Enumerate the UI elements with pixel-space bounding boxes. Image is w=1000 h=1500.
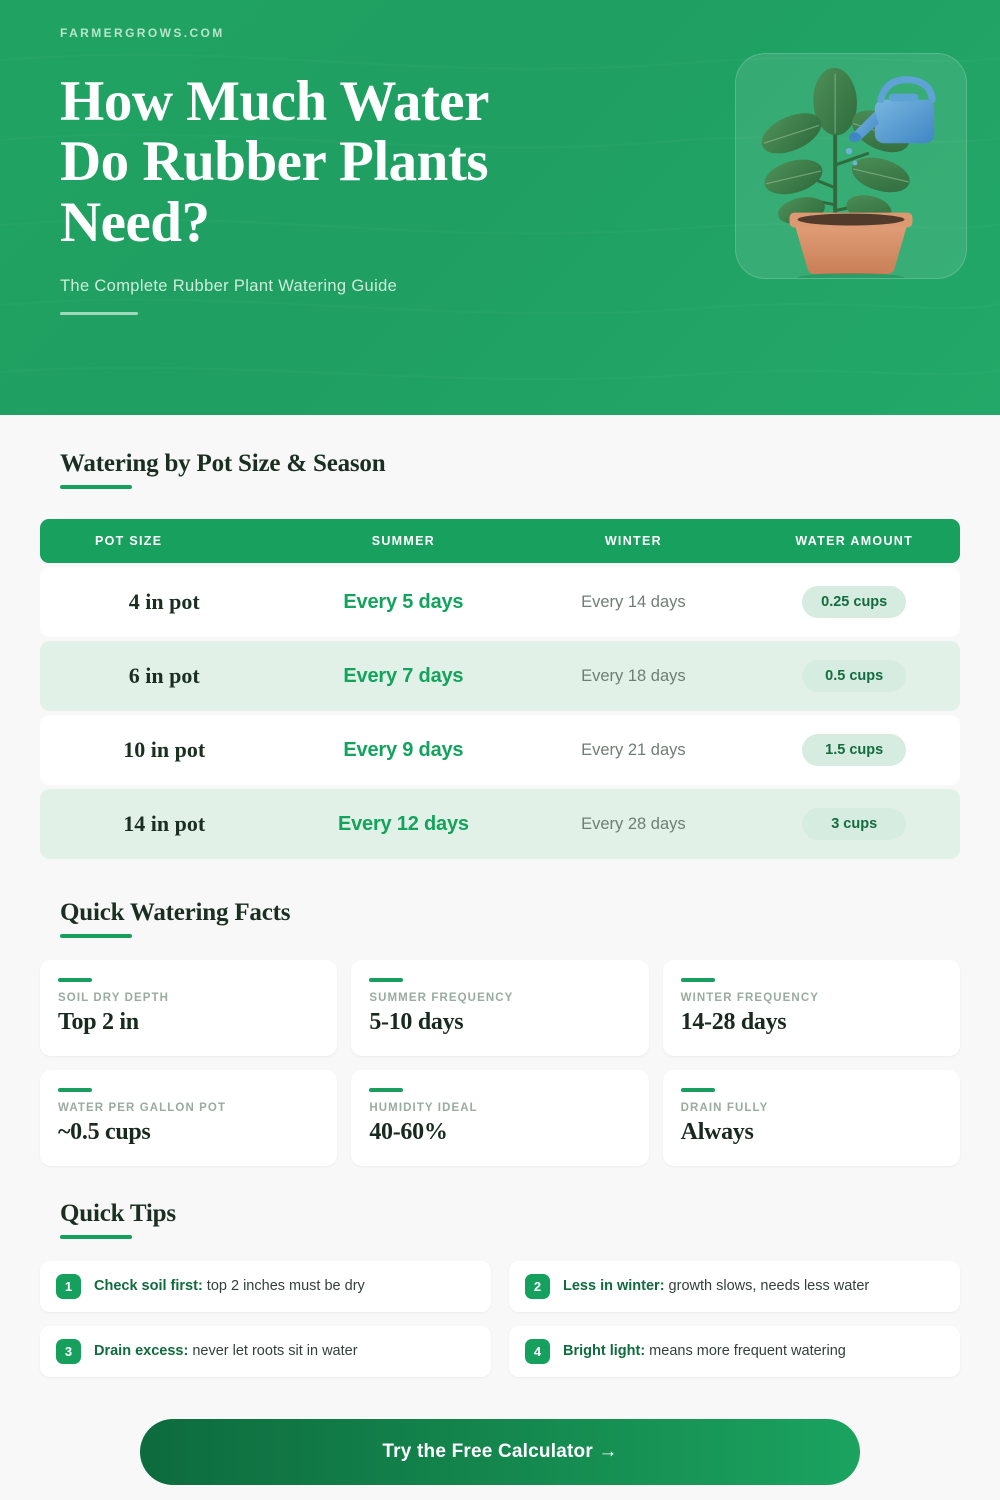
cell-pot-size: 10 in pot [40,715,288,785]
column-header-pot-size: POT SIZE [40,519,288,563]
tip-text [94,1277,365,1297]
tip-text [563,1277,869,1297]
table-heading-underline [60,485,132,489]
table-row [40,789,960,859]
fact-label: WINTER FREQUENCY [680,992,820,1004]
fact-value: 5-10 days [369,1009,464,1035]
cell-pot-size: 6 in pot [40,641,288,711]
tip-number-badge: 2 [525,1274,550,1299]
tip-card [40,1261,491,1312]
page-title [60,72,680,253]
column-header-summer: SUMMER [288,519,518,563]
tip-card [509,1261,960,1312]
tip-text-rest: never let roots sit in water [188,1342,358,1359]
fact-accent-bar [681,1088,715,1092]
tip-text-bold: Drain excess: [94,1342,189,1359]
tip-text [94,1342,358,1362]
try-free-calculator-button[interactable]: Try the Free Calculator → [140,1419,860,1485]
tips-grid [40,1261,960,1377]
tip-text-rest: growth slows, needs less water [664,1277,870,1294]
water-amount-badge: 0.5 cups [802,660,906,692]
fact-value: Always [680,1119,754,1145]
column-header-water-amount: WATER AMOUNT [748,519,960,563]
tip-text-bold: Check soil first: [94,1277,203,1294]
table-row [40,567,960,637]
table-row [40,641,960,711]
cell-water-amount [748,715,960,785]
facts-section-heading: Quick Watering Facts [60,899,291,926]
cell-summer: Every 7 days [288,641,518,711]
cell-summer: Every 12 days [288,789,518,859]
cell-summer: Every 9 days [288,715,518,785]
cell-winter: Every 14 days [518,567,748,637]
cell-pot-size: 14 in pot [40,789,288,859]
page-title-line-3: Need? [60,190,210,254]
subtitle-divider [60,312,138,315]
page-subtitle: The Complete Rubber Plant Watering Guide [60,277,398,295]
fact-accent-bar [58,1088,92,1092]
water-amount-badge: 3 cups [802,808,906,840]
quick-tips-section [40,1166,960,1377]
cell-winter: Every 28 days [518,789,748,859]
watering-table-section [40,415,960,863]
fact-card [351,1070,648,1166]
page-title-line-2: Do Rubber Plants [60,130,489,194]
tip-text [563,1342,846,1362]
fact-value: ~0.5 cups [58,1119,151,1145]
tip-number-badge: 3 [56,1339,81,1364]
cta-container [40,1377,960,1485]
site-brand: FARMERGROWS.COM [60,26,225,40]
hero-header [0,0,1000,415]
tips-heading-underline [60,1235,132,1239]
fact-label: WATER PER GALLON POT [58,1102,227,1114]
column-header-winter: WINTER [518,519,748,563]
facts-heading-underline [60,934,132,938]
fact-label: SUMMER FREQUENCY [369,992,514,1004]
watering-table [40,515,960,863]
tip-text-rest: top 2 inches must be dry [202,1277,365,1294]
fact-card [40,1070,337,1166]
table-section-heading: Watering by Pot Size & Season [60,450,386,477]
tip-number-badge: 1 [56,1274,81,1299]
fact-label: DRAIN FULLY [680,1102,769,1114]
cell-summer: Every 5 days [288,567,518,637]
tip-text-rest: means more frequent watering [645,1342,846,1359]
hero-illustration-panel [735,53,967,279]
tip-text-bold: Less in winter: [563,1277,665,1294]
fact-accent-bar [369,978,403,982]
fact-card [40,960,337,1056]
tip-text-bold: Bright light: [563,1342,646,1359]
cell-water-amount [748,567,960,637]
table-header-row [40,519,960,563]
page-title-line-1: How Much Water [60,70,489,133]
cell-pot-size: 4 in pot [40,567,288,637]
facts-grid [40,960,960,1166]
fact-accent-bar [369,1088,403,1092]
cell-water-amount [748,789,960,859]
quick-facts-section [40,863,960,1166]
fact-accent-bar [681,978,715,982]
fact-label: HUMIDITY IDEAL [369,1102,478,1114]
tip-card [509,1326,960,1377]
water-amount-badge: 0.25 cups [802,586,906,618]
fact-label: SOIL DRY DEPTH [58,992,170,1004]
rubber-plant-icon [736,54,966,278]
fact-card [663,1070,960,1166]
table-row [40,715,960,785]
tip-card [40,1326,491,1377]
fact-card [351,960,648,1056]
cell-winter: Every 21 days [518,715,748,785]
cell-winter: Every 18 days [518,641,748,711]
fact-accent-bar [58,978,92,982]
cell-water-amount [748,641,960,711]
fact-card [663,960,960,1056]
fact-value: Top 2 in [58,1009,139,1035]
tips-section-heading: Quick Tips [60,1200,176,1227]
fact-value: 40-60% [369,1119,448,1145]
water-amount-badge: 1.5 cups [802,734,906,766]
fact-value: 14-28 days [680,1009,787,1035]
tip-number-badge: 4 [525,1339,550,1364]
